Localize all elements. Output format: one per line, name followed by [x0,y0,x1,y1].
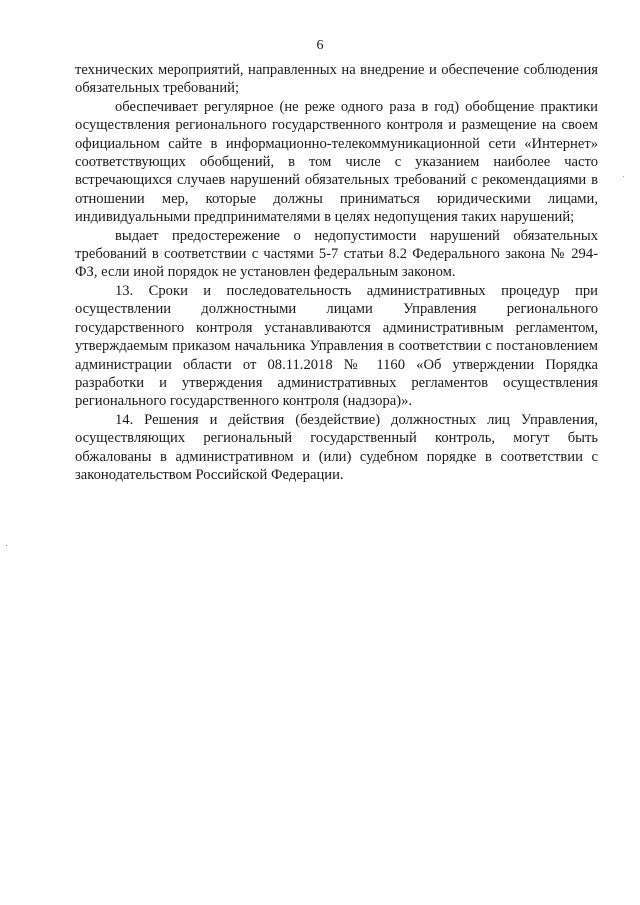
paragraph-generalization: обеспечивает регулярное (не реже одного раза в год) обобщение практики осуществления регионального государственного контроля и размещение на своем официальном сайте в информационно-телекоммуникационной сети «Интернет» соответствующих обобщений, в том числе с указанием наиболее часто встречающихся случаев нарушений обязательных требований с рекомендациями в отношении мер, которые должны приниматься юридическими лицами, индивидуальными предпринимателями в целях недопущения таких нарушений; [75,98,598,226]
scan-speck [6,545,7,546]
document-body [75,61,598,484]
paragraph-continuation: технических мероприятий, направленных на внедрение и обеспечение соблюдения обязательных требований; [75,62,598,97]
paragraph-warning: выдает предостережение о недопустимости нарушений обязательных требований в соответствии с частями 5-7 статьи 8.2 Федерального закона № 294-ФЗ, если иной порядок не установлен федеральным законом. [75,227,598,281]
scan-speck [623,176,624,177]
page-number: 6 [316,38,324,53]
paragraph-clause-13: 13. Сроки и последовательность административных процедур при осуществлении должностными лицами Управления регионального государственного контроля устанавливаются административным регламентом, утверждаемым приказом начальника Управления в соответствии с постановлением администрации области от 08.11.2018 № 1160 «Об утверждении Порядка разработки и утверждения административных регламентов осуществления регионального государственного контроля (надзора)». [75,282,598,410]
paragraph-clause-14: 14. Решения и действия (бездействие) должностных лиц Управления, осуществляющих региональный государственный контроль, могут быть обжалованы в административном и (или) судебном порядке в соответствии с законодательством Российской Федерации. [75,411,598,483]
